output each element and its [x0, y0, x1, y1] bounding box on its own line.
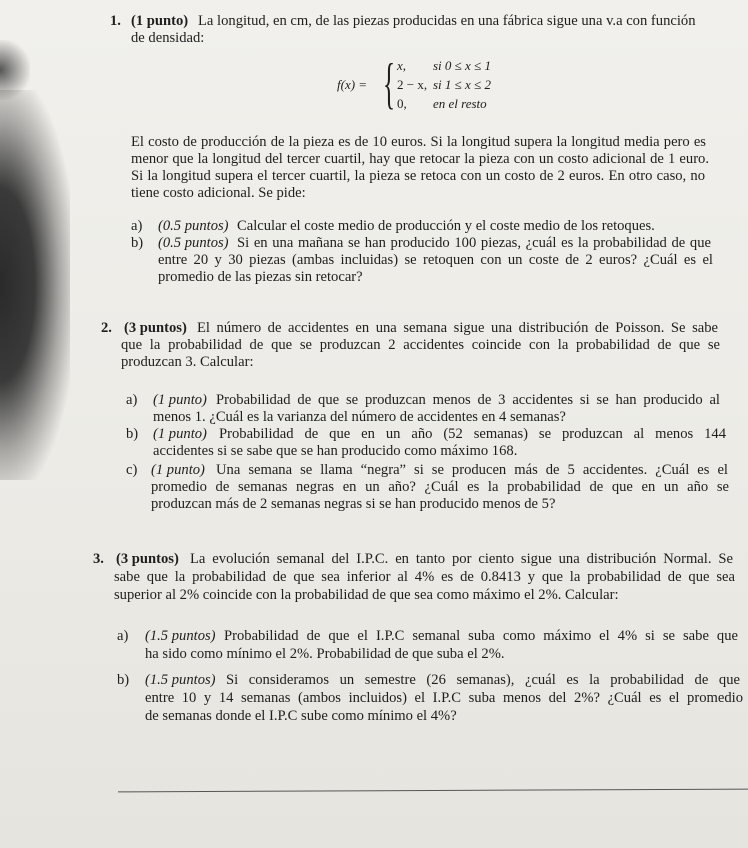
piece-3-cond: en el resto: [433, 96, 487, 111]
page-curl-shadow: [0, 90, 70, 480]
q2-c-text-line3: produzcan más de 2 semanas negras si se han producido menos de 5?: [151, 496, 556, 512]
q2-points: (3 puntos): [124, 320, 187, 336]
q2-intro-line2: que la probabilidad de que se produzcan 2 accidentes coincide con la probabilidad de que se: [121, 337, 720, 353]
q1-intro-line2: de densidad:: [131, 30, 205, 46]
q1-b-points: (0.5 puntos): [158, 235, 229, 251]
piece-2-expr: 2 − x,: [397, 77, 428, 92]
q2-c-points: (1 punto): [151, 462, 205, 478]
q1-para-line3: Si la longitud supera el tercer cuartil, la pieza se retoca con un costo de 2 euros. En otro caso, no: [131, 168, 705, 184]
q1-b-text-line2: entre 20 y 30 piezas (ambas incluidas) se retoquen con un coste de 2 euros? ¿Cuál es el: [158, 252, 713, 268]
piecewise-brace: {: [383, 53, 396, 115]
piece-2-cond: si 1 ≤ x ≤ 2: [433, 77, 491, 92]
q2-number: 2.: [101, 320, 112, 336]
q1-intro-line1: La longitud, en cm, de las piezas producidas en una fábrica sigue una v.a con función: [198, 13, 696, 29]
q2-a-label: a): [126, 392, 138, 408]
q1-a-label: a): [131, 218, 143, 234]
q2-c-text-line2: promedio de semanas negras en un año? ¿Cuál es la probabilidad de que en un año se: [151, 479, 729, 495]
q3-a-label: a): [117, 628, 129, 644]
q3-b-label: b): [117, 672, 130, 688]
q2-a-points: (1 punto): [153, 392, 207, 408]
q2-b-points: (1 punto): [153, 426, 207, 442]
q2-b-label: b): [126, 426, 139, 442]
piece-1-cond: si 0 ≤ x ≤ 1: [433, 58, 491, 73]
q2-c-label: c): [126, 462, 138, 478]
piece-1-expr: x,: [397, 58, 407, 73]
q2-a-text-line1: Probabilidad de que se produzcan menos de 3 accidentes si se han producido al: [216, 392, 720, 408]
q3-intro-line1: La evolución semanal del I.P.C. en tanto por ciento sigue una distribución Normal. Se: [190, 551, 733, 567]
q1-b-label: b): [131, 235, 144, 251]
q1-b-text-line3: promedio de las piezas sin retocar?: [158, 269, 363, 285]
q3-b-text-line2: entre 10 y 14 semanas (ambos incluidos) el I.P.C suba menos del 2%? ¿Cuál es el promedio: [145, 690, 743, 706]
q3-points: (3 puntos): [116, 551, 179, 567]
q1-a-points: (0.5 puntos): [158, 218, 229, 234]
q3-b-text-line1: Si consideramos un semestre (26 semanas), ¿cuál es la probabilidad de que: [226, 672, 740, 688]
page-edge-shadow: [0, 40, 30, 100]
q1-para-line2: menor que la longitud del tercer cuartil, hay que retocar la pieza con un costo adicional de 1 euro.: [131, 151, 709, 167]
density-function-label: f(x) =: [337, 77, 368, 92]
q3-a-text-line2: ha sido como mínimo el 2%. Probabilidad de que suba el 2%.: [145, 646, 505, 662]
q3-intro-line2: sabe que la probabilidad de que sea inferior al 4% es de 0.8413 y que la probabilidad de que sea: [114, 569, 735, 585]
q2-intro-line1: El número de accidentes en una semana sigue una distribución de Poisson. Se sabe: [197, 320, 718, 336]
q3-a-points: (1.5 puntos): [145, 628, 216, 644]
q1-para-line1: El costo de producción de la pieza es de 10 euros. Si la longitud supera la longitud media pero es: [131, 134, 706, 150]
piece-3-expr: 0,: [397, 96, 407, 111]
q1-points: (1 punto): [131, 13, 189, 29]
q2-intro-line3: produzcan 3. Calcular:: [121, 354, 254, 370]
q2-b-text-line2: accidentes si se sabe que se han producido como máximo 168.: [153, 443, 518, 459]
q2-b-text-line1: Probabilidad de que en un año (52 semanas) se produzcan al menos 144: [219, 426, 726, 442]
q1-number: 1.: [110, 13, 121, 29]
q3-number: 3.: [93, 551, 104, 567]
q1-para-line4: tiene costo adicional. Se pide:: [131, 185, 306, 201]
q3-b-points: (1.5 puntos): [145, 672, 216, 688]
q2-a-text-line2: menos 1. ¿Cuál es la varianza del número de accidentes en 4 semanas?: [153, 409, 566, 425]
q1-b-text-line1: Si en una mañana se han producido 100 piezas, ¿cuál es la probabilidad de que: [237, 235, 711, 251]
q2-c-text-line1: Una semana se llama “negra” si se producen más de 5 accidentes. ¿Cuál es el: [216, 462, 728, 478]
density-function: [337, 54, 517, 116]
q3-intro-line3: superior al 2% coincide con la probabilidad de que sea como máximo el 2%. Calcular:: [114, 587, 619, 603]
q3-a-text-line1: Probabilidad de que el I.P.C semanal suba como máximo el 4% si se sabe que: [224, 628, 738, 644]
q1-a-text: Calcular el coste medio de producción y el coste medio de los retoques.: [237, 218, 655, 234]
q3-b-text-line3: de semanas donde el I.P.C sube como mínimo el 4%?: [145, 708, 457, 724]
